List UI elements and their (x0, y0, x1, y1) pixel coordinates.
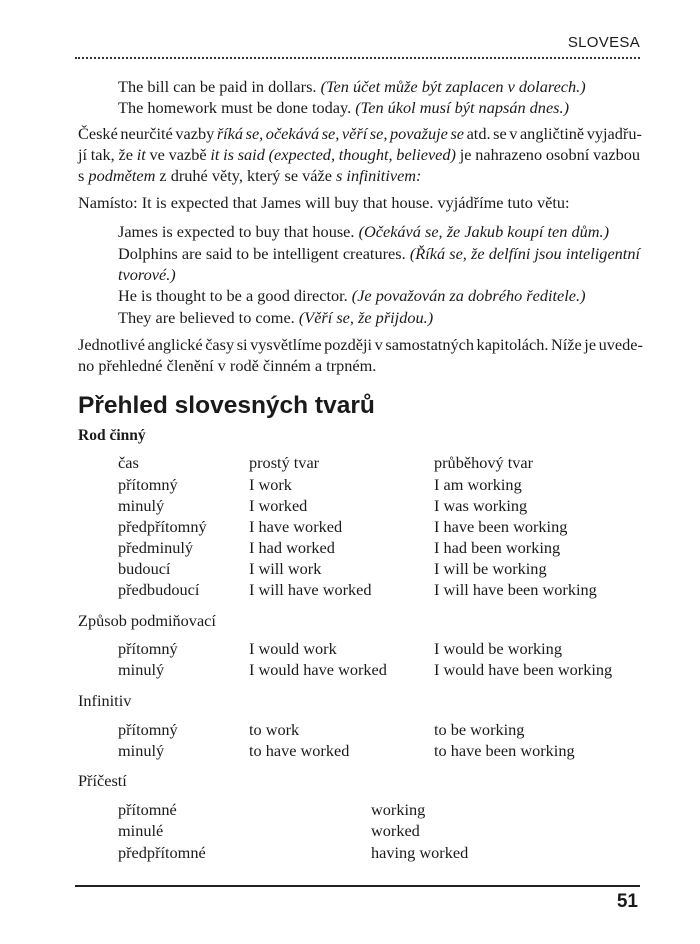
text: s infinitivem: (336, 166, 422, 185)
example-en: He is thought to be a good director. (118, 286, 348, 305)
text: jí tak, že (78, 145, 137, 164)
section-heading: Přehled slovesných tvarů (78, 392, 375, 419)
table-cell: I will have been working (434, 580, 597, 599)
group-label: Infinitiv (78, 691, 132, 710)
table-cell: I will be working (434, 559, 547, 578)
example-cz: (Říká se, že delfíni jsou inteligentní (409, 244, 640, 263)
text: z druhé věty, který se váže (155, 166, 337, 185)
table-cell: průběhový tvar (434, 453, 534, 472)
example-en: They are believed to come. (118, 308, 295, 327)
table-cell: I will have worked (249, 580, 372, 599)
group-label: Způsob podmiňovací (78, 611, 216, 630)
text: atd. se v angličtině vyjadřu- (464, 124, 642, 143)
example-en: The homework must be done today. (118, 98, 352, 117)
example-line (118, 286, 586, 306)
table-cell: worked (371, 821, 420, 840)
table-cell: předpřítomné (118, 843, 206, 862)
table-cell: working (371, 800, 426, 819)
text: podmětem (88, 166, 156, 185)
table-cell: I would have worked (249, 660, 387, 679)
group-label: Příčestí (78, 771, 127, 790)
table-cell: přítomný (118, 475, 178, 494)
table-cell: to have worked (249, 741, 350, 760)
table-cell: I had been working (434, 538, 561, 557)
text: s (78, 166, 89, 185)
example-cz: (Ten účet může být zaplacen v dolarech.) (320, 77, 586, 96)
example-line (118, 77, 586, 97)
subheading: Rod činný (78, 427, 146, 444)
text: České neurčité vazby (78, 124, 217, 143)
table-cell: I will work (249, 559, 322, 578)
table-cell: I had worked (249, 538, 335, 557)
table-cell: I worked (249, 496, 308, 515)
table-cell: čas (118, 453, 139, 472)
table-cell: I work (249, 475, 292, 494)
text: je nahrazeno osobní vazbou (455, 145, 641, 164)
example-line (118, 308, 433, 328)
section-header: SLOVESA (567, 34, 640, 51)
table-cell: předpřítomný (118, 517, 207, 536)
paragraph-line (78, 145, 640, 165)
table-cell: minulé (118, 821, 164, 840)
table-cell: budoucí (118, 559, 171, 578)
example-cz: tvorové.) (118, 265, 176, 284)
table-cell: přítomný (118, 720, 178, 739)
example-line (118, 98, 569, 118)
text: it (136, 145, 146, 164)
table-cell: minulý (118, 496, 165, 515)
text: ve vazbě (145, 145, 211, 164)
table-cell: přítomný (118, 639, 178, 658)
example-en: The bill can be paid in dollars. (118, 77, 317, 96)
table-cell: I have worked (249, 517, 343, 536)
table-cell: to be working (434, 720, 525, 739)
table-cell: prostý tvar (249, 453, 320, 472)
table-cell: předminulý (118, 538, 194, 557)
table-cell: I would work (249, 639, 337, 658)
table-cell: I would be working (434, 639, 562, 658)
example-cz: (Ten úkol musí být napsán dnes.) (355, 98, 570, 117)
example-line (118, 265, 176, 285)
text: it is said (expected, thought, believed) (210, 145, 456, 164)
table-cell: přítomné (118, 800, 177, 819)
paragraph-line: Jednotlivé anglické časy si vysvětlíme později v samostatných kapitolách. Níže je uvede- (78, 335, 643, 354)
paragraph-line (78, 166, 421, 186)
table-cell: I was working (434, 496, 528, 515)
table-cell: minulý (118, 660, 165, 679)
text: říká se, očekává se, věří se, považuje se (216, 124, 465, 143)
table-cell: to work (249, 720, 300, 739)
table-cell: I would have been working (434, 660, 613, 679)
example-cz: (Věří se, že přijdou.) (298, 308, 434, 327)
example-cz: (Je považován za dobrého ředitele.) (351, 286, 586, 305)
paragraph-line: no přehledné členění v rodě činném a trpném. (78, 356, 377, 375)
page-number: 51 (616, 891, 638, 912)
header-dotted-rule (75, 57, 640, 59)
table-cell: having worked (371, 843, 469, 862)
paragraph-line (78, 124, 642, 144)
table-cell: předbudoucí (118, 580, 200, 599)
example-cz: (Očekává se, že Jakub koupí ten dům.) (358, 222, 610, 241)
example-en: Dolphins are said to be intelligent creatures. (118, 244, 406, 263)
table-cell: I am working (434, 475, 522, 494)
example-en: James is expected to buy that house. (118, 222, 355, 241)
footer-rule (75, 885, 640, 887)
example-line (118, 222, 609, 242)
example-line (118, 244, 640, 264)
table-cell: I have been working (434, 517, 568, 536)
table-cell: to have been working (434, 741, 575, 760)
table-cell: minulý (118, 741, 165, 760)
paragraph: Namísto: It is expected that James will buy that house. vyjádříme tuto větu: (78, 193, 570, 212)
